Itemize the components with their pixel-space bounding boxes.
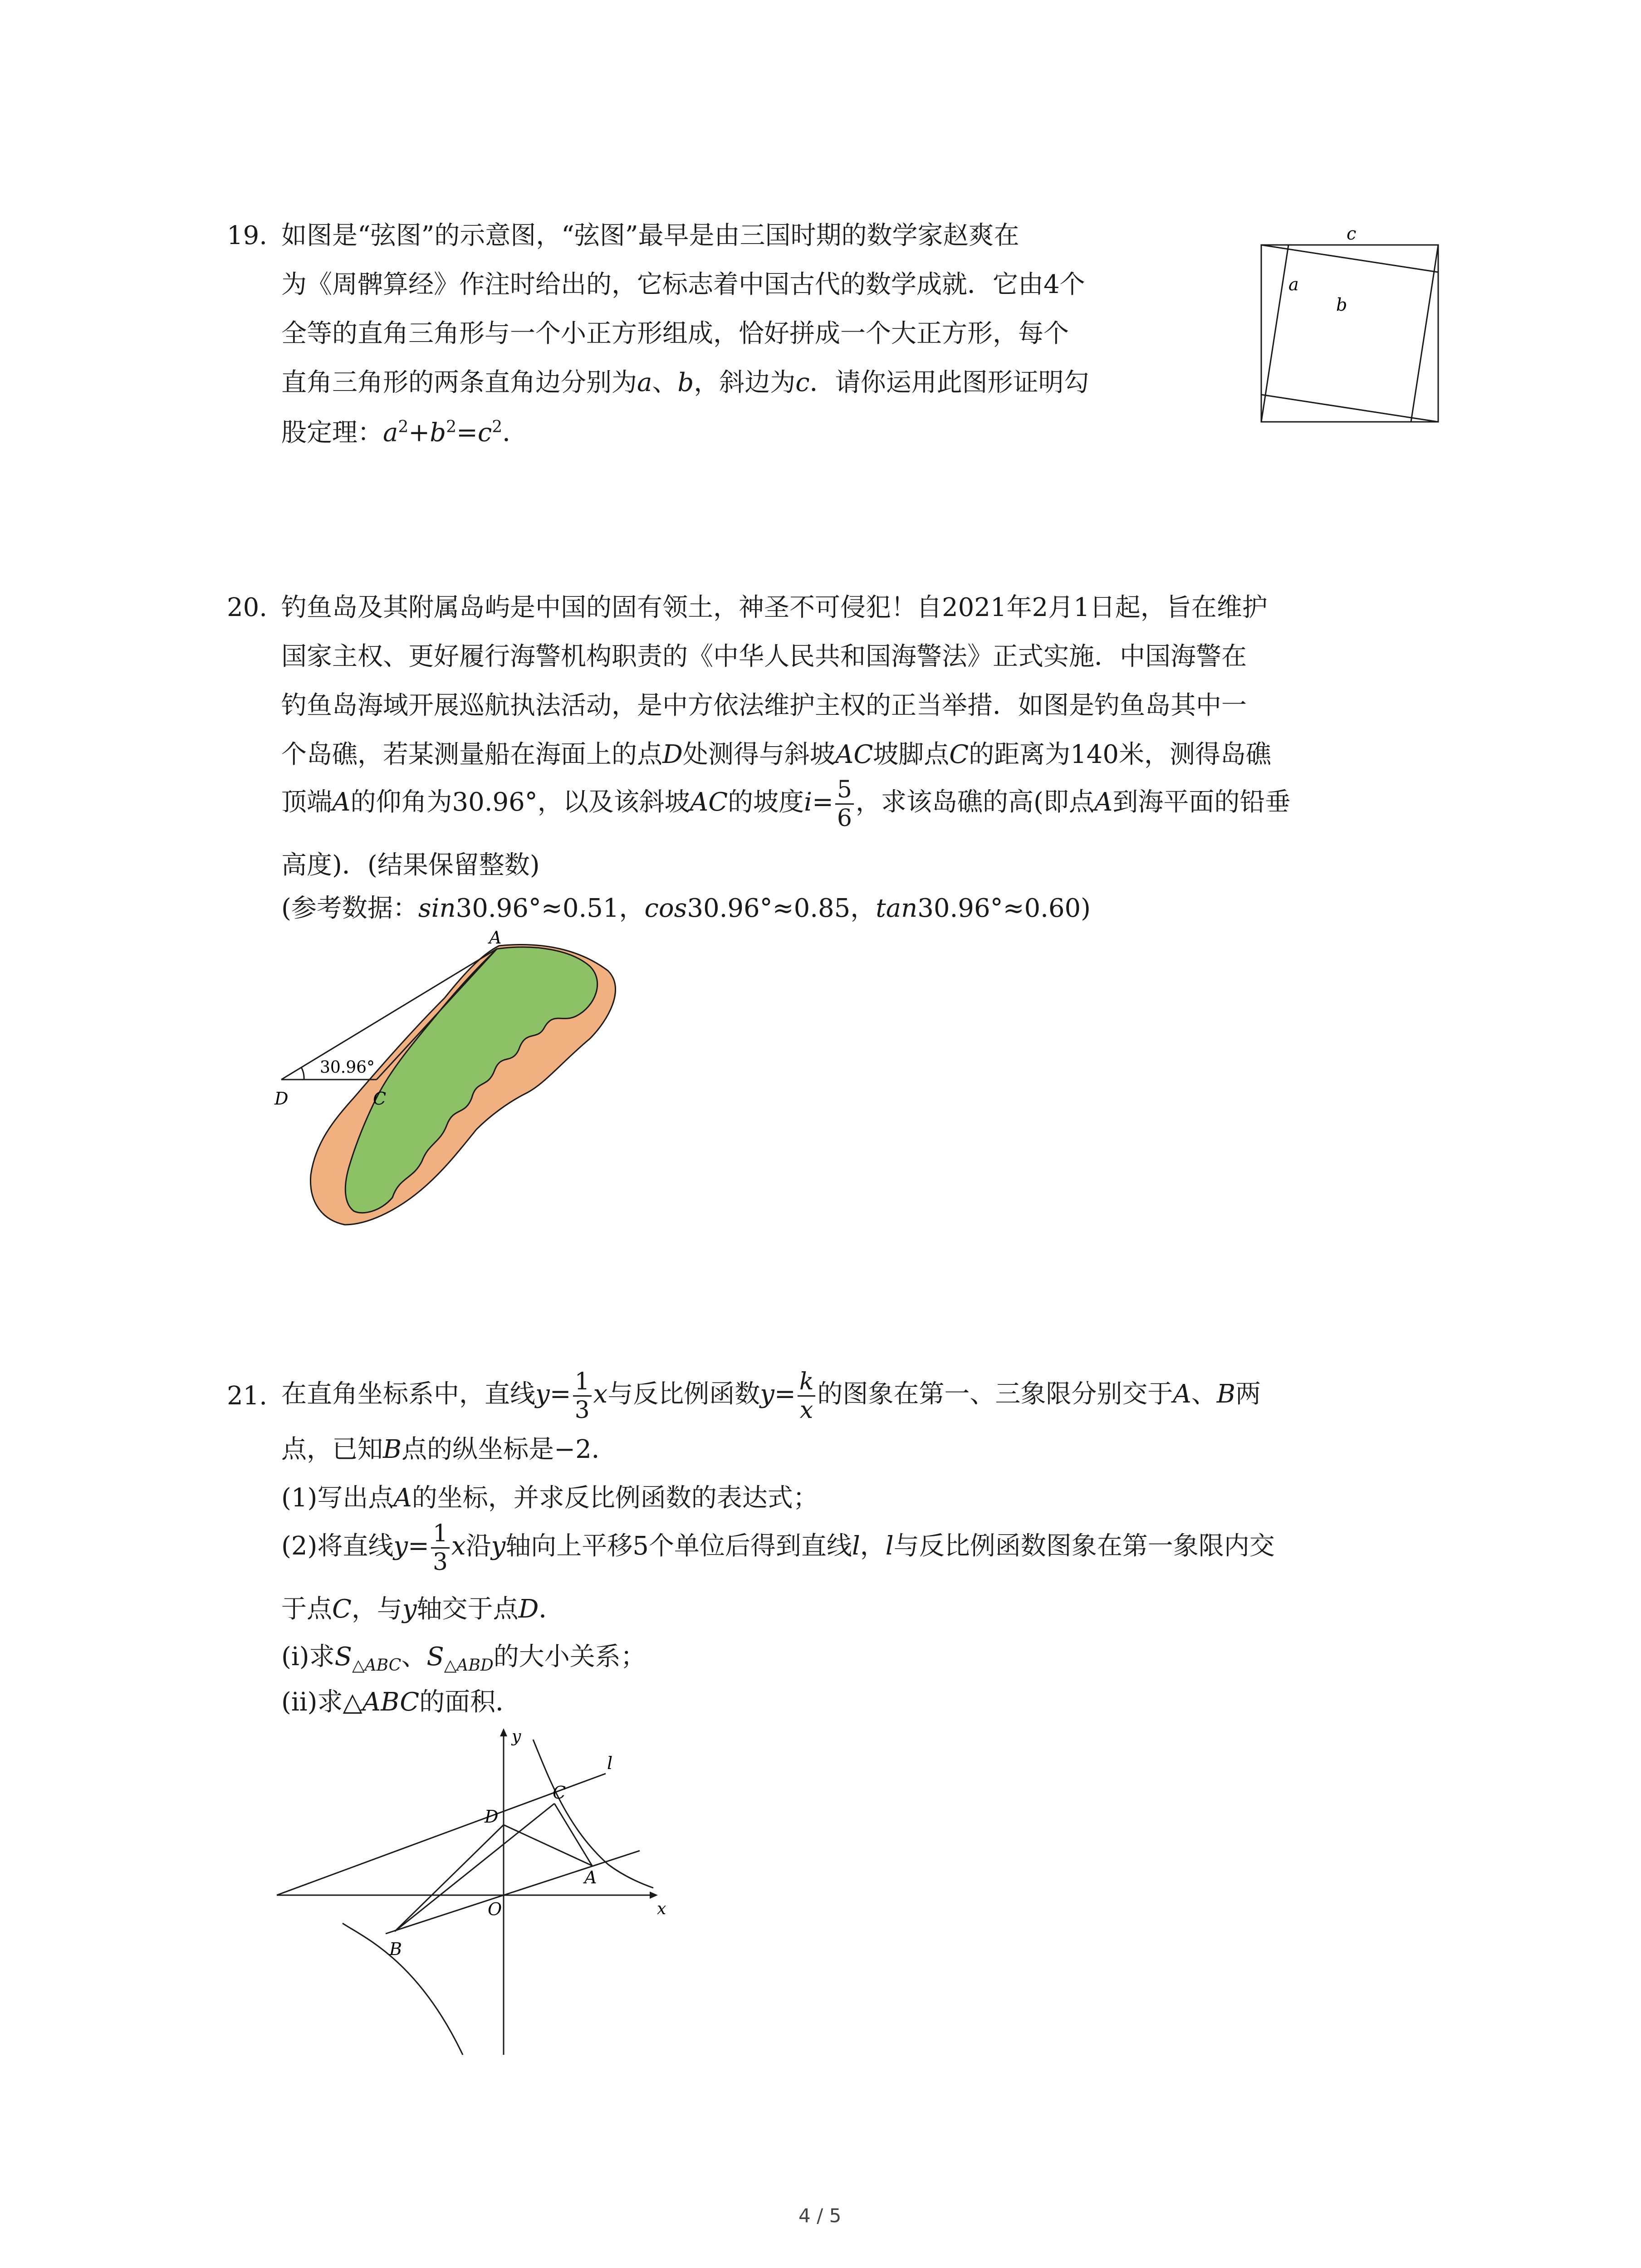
q21-l2-a: 点，已知 <box>281 1435 383 1464</box>
q20-l4-c: 坡脚点 <box>873 740 950 769</box>
ref-b: 30.96°≈0.51， <box>456 894 645 923</box>
var-y: y <box>402 1594 417 1624</box>
q21-l1-eq: = <box>549 1379 571 1409</box>
q21-l1-c: 的图象在第一、三象限分别交于 <box>817 1379 1173 1409</box>
area-S2-sub: △ABD <box>444 1656 494 1675</box>
var-y: y <box>393 1531 408 1561</box>
var-x: x <box>593 1379 608 1409</box>
q20-line-6: 高度)．(结果保留整数) <box>281 850 540 880</box>
q19-line4-text: 直角三角形的两条直角边分别为 <box>281 368 637 397</box>
q21-sub-1 <box>281 1644 646 1674</box>
q20-number: 20. <box>227 593 268 622</box>
label-A: A <box>489 930 502 948</box>
area-S1: S <box>334 1642 352 1672</box>
outer-square <box>1261 245 1438 422</box>
q21-l2-b: 点的纵坐标是−2． <box>402 1435 617 1464</box>
q21-part-2 <box>281 1522 1275 1574</box>
p3-c: 轴交于点 <box>416 1594 519 1624</box>
var-A: A <box>393 1483 412 1513</box>
q20-l5-e: 到海平面的铅垂 <box>1112 787 1291 817</box>
y-axis-arrow <box>500 1728 507 1736</box>
fraction-one-third <box>431 1522 450 1574</box>
var-x: x <box>451 1531 466 1561</box>
var-AC: AC <box>835 740 873 769</box>
var-C: C <box>332 1594 352 1624</box>
q19-line4-mid: ，斜边为 <box>694 368 796 397</box>
p1-b: 的坐标，并求反比例函数的表达式； <box>411 1483 818 1513</box>
var-a: a <box>637 368 652 397</box>
var-D: D <box>518 1594 539 1624</box>
p2-e: 与反比例函数图象在第一象限内交 <box>893 1531 1275 1561</box>
angle-label: 30.96° <box>320 1058 375 1077</box>
q20-l5-b: 的仰角为30.96°，以及该斜坡 <box>350 787 690 817</box>
p2-b: 沿 <box>465 1531 491 1561</box>
var-B: B <box>1216 1379 1235 1409</box>
q20-line-5 <box>281 778 1290 830</box>
var-l: l <box>852 1531 860 1561</box>
ref-cos: cos <box>644 894 687 923</box>
ref-tan: tan <box>876 894 918 923</box>
var-b: b <box>677 368 694 397</box>
formula-end: ． <box>502 418 528 448</box>
q19-line-3: 全等的直角三角形与一个小正方形组成，恰好拼成一个大正方形，每个 <box>281 319 1069 348</box>
triangle-ABC: ABC <box>362 1687 420 1717</box>
q19-line-4 <box>281 370 1089 396</box>
ref-c: 30.96°≈0.85， <box>687 894 876 923</box>
q21-sub-2 <box>281 1687 521 1717</box>
q20-l5-d: ，求该岛礁的高(即点 <box>856 787 1094 817</box>
var-B: B <box>383 1435 402 1464</box>
q19-line-5 <box>281 419 528 446</box>
q19-line4-end: ．请你运用此图形证明勾 <box>809 368 1089 397</box>
label-O: O <box>488 1899 502 1919</box>
var-y: y <box>491 1531 506 1561</box>
label-A: A <box>584 1867 597 1887</box>
hyperbola-quadrant-3 <box>343 1923 463 2055</box>
area-S2: S <box>426 1642 444 1672</box>
angle-arc <box>301 1067 304 1080</box>
triangle-line-3 <box>1261 395 1438 422</box>
formula-a: a <box>383 418 398 448</box>
var-i: i <box>804 787 812 817</box>
q21-l1-eq2: = <box>774 1379 796 1409</box>
label-b: b <box>1336 295 1347 315</box>
triangle-symbol: △ <box>343 1687 362 1717</box>
q21-l1-a: 在直角坐标系中，直线 <box>281 1379 535 1409</box>
var-y: y <box>760 1379 774 1409</box>
formula-c: c <box>477 418 492 448</box>
denominator-x: x <box>799 1397 813 1424</box>
segment-BD <box>395 1825 504 1931</box>
label-D: D <box>274 1089 289 1109</box>
q19-line-1: 如图是“弦图”的示意图，“弦图”最早是由三国时期的数学家赵爽在 <box>281 221 1019 250</box>
slope-fraction <box>835 778 854 830</box>
var-A: A <box>1094 787 1113 817</box>
q21-l1-b: 与反比例函数 <box>607 1379 760 1409</box>
q20-line-2: 国家主权、更好履行海警机构职责的《中华人民共和国海警法》正式实施．中国海警在 <box>281 642 1247 671</box>
q21-line-1 <box>281 1370 1261 1422</box>
p2-a: (2)将直线 <box>281 1531 394 1561</box>
ref-sin: sin <box>418 894 456 923</box>
q20-line-1: 钓鱼岛及其附属岛屿是中国的固有领土，神圣不可侵犯！自2021年2月1日起，旨在维护 <box>281 593 1268 622</box>
var-c: c <box>795 368 810 397</box>
numerator: 1 <box>573 1370 592 1397</box>
exp-2: 2 <box>492 418 503 436</box>
q19-line4-sep: 、 <box>652 368 678 397</box>
label-C: C <box>553 1783 566 1803</box>
ref-a: (参考数据： <box>281 894 418 923</box>
label-y: y <box>512 1727 521 1746</box>
s2-b: 的面积． <box>419 1687 521 1717</box>
q19-line5-text: 股定理： <box>281 418 383 448</box>
p1-a: (1)写出点 <box>281 1483 394 1513</box>
formula-plus: + <box>408 418 430 448</box>
q20-l4-a: 个岛礁，若某测量船在海面上的点 <box>281 740 662 769</box>
q21-number: 21. <box>227 1381 268 1411</box>
numerator-k: k <box>798 1370 816 1397</box>
var-y: y <box>535 1379 550 1409</box>
q21-part-2-cont <box>281 1594 564 1624</box>
triangle-line-2 <box>1411 245 1438 422</box>
slope-numerator: 5 <box>835 778 854 805</box>
s1-b: 、 <box>401 1642 427 1672</box>
slope-denominator: 6 <box>837 805 852 832</box>
area-S1-sub: △ABC <box>352 1656 402 1675</box>
denominator: 3 <box>432 1549 448 1576</box>
p3-a: 于点 <box>281 1594 332 1624</box>
q21-line-2 <box>281 1437 617 1462</box>
formula-b: b <box>430 418 446 448</box>
var-A: A <box>332 787 351 817</box>
q20-l5-a: 顶端 <box>281 787 332 817</box>
label-C: C <box>373 1089 387 1109</box>
page-number: 4 / 5 <box>798 2204 842 2227</box>
q21-l1-e: 两 <box>1235 1379 1261 1409</box>
q19-line-2: 为《周髀算经》作注时给出的，它标志着中国古代的数学成就．它由4个 <box>281 270 1085 299</box>
var-AC: AC <box>690 787 728 817</box>
label-B: B <box>389 1939 402 1959</box>
s1-c: 的大小关系； <box>493 1642 646 1672</box>
label-x: x <box>657 1900 666 1918</box>
p2-d: ， <box>860 1531 886 1561</box>
q20-l5-c: 的坡度 <box>728 787 804 817</box>
x-axis-arrow <box>650 1892 658 1899</box>
q20-l5-eq: = <box>812 787 833 817</box>
exp-2: 2 <box>446 418 456 436</box>
q20-line-4 <box>281 742 1271 767</box>
p2-eq: = <box>407 1531 429 1561</box>
p3-d: ． <box>539 1594 564 1624</box>
exp-2: 2 <box>398 418 409 436</box>
var-l: l <box>885 1531 894 1561</box>
var-C: C <box>949 740 969 769</box>
q20-l4-d: 的距离为140米，测得岛礁 <box>969 740 1271 769</box>
q20-l4-b: 处测得与斜坡 <box>682 740 835 769</box>
numerator: 1 <box>431 1522 450 1549</box>
q19-number: 19. <box>227 221 268 250</box>
denominator: 3 <box>574 1397 590 1424</box>
label-c: c <box>1347 224 1357 244</box>
q20-line-3: 钓鱼岛海域开展巡航执法活动，是中方依法维护主权的正当举措．如图是钓鱼岛其中一 <box>281 691 1247 720</box>
p3-b: ，与 <box>351 1594 402 1624</box>
ref-d: 30.96°≈0.60) <box>917 894 1091 923</box>
fraction-one-third <box>573 1370 592 1422</box>
q20-reference <box>281 896 1091 921</box>
var-D: D <box>662 740 683 769</box>
coordinate-figure <box>272 1724 681 2068</box>
s1-a: (ⅰ)求 <box>281 1642 335 1672</box>
triangle-line-4 <box>1261 245 1288 422</box>
xian-figure <box>1257 218 1447 435</box>
q21-l1-d: 、 <box>1191 1379 1217 1409</box>
label-l: l <box>607 1753 613 1773</box>
island-figure <box>272 930 681 1256</box>
formula-eq: = <box>456 418 478 448</box>
fraction-k-over-x <box>798 1370 816 1422</box>
line-AB <box>386 1851 640 1934</box>
s2-a: (ⅱ)求 <box>281 1687 343 1717</box>
q21-part-1 <box>281 1483 818 1513</box>
p2-c: 轴向上平移5个单位后得到直线 <box>505 1531 852 1561</box>
label-D: D <box>485 1807 499 1827</box>
var-A: A <box>1173 1379 1191 1409</box>
label-a: a <box>1288 274 1299 294</box>
